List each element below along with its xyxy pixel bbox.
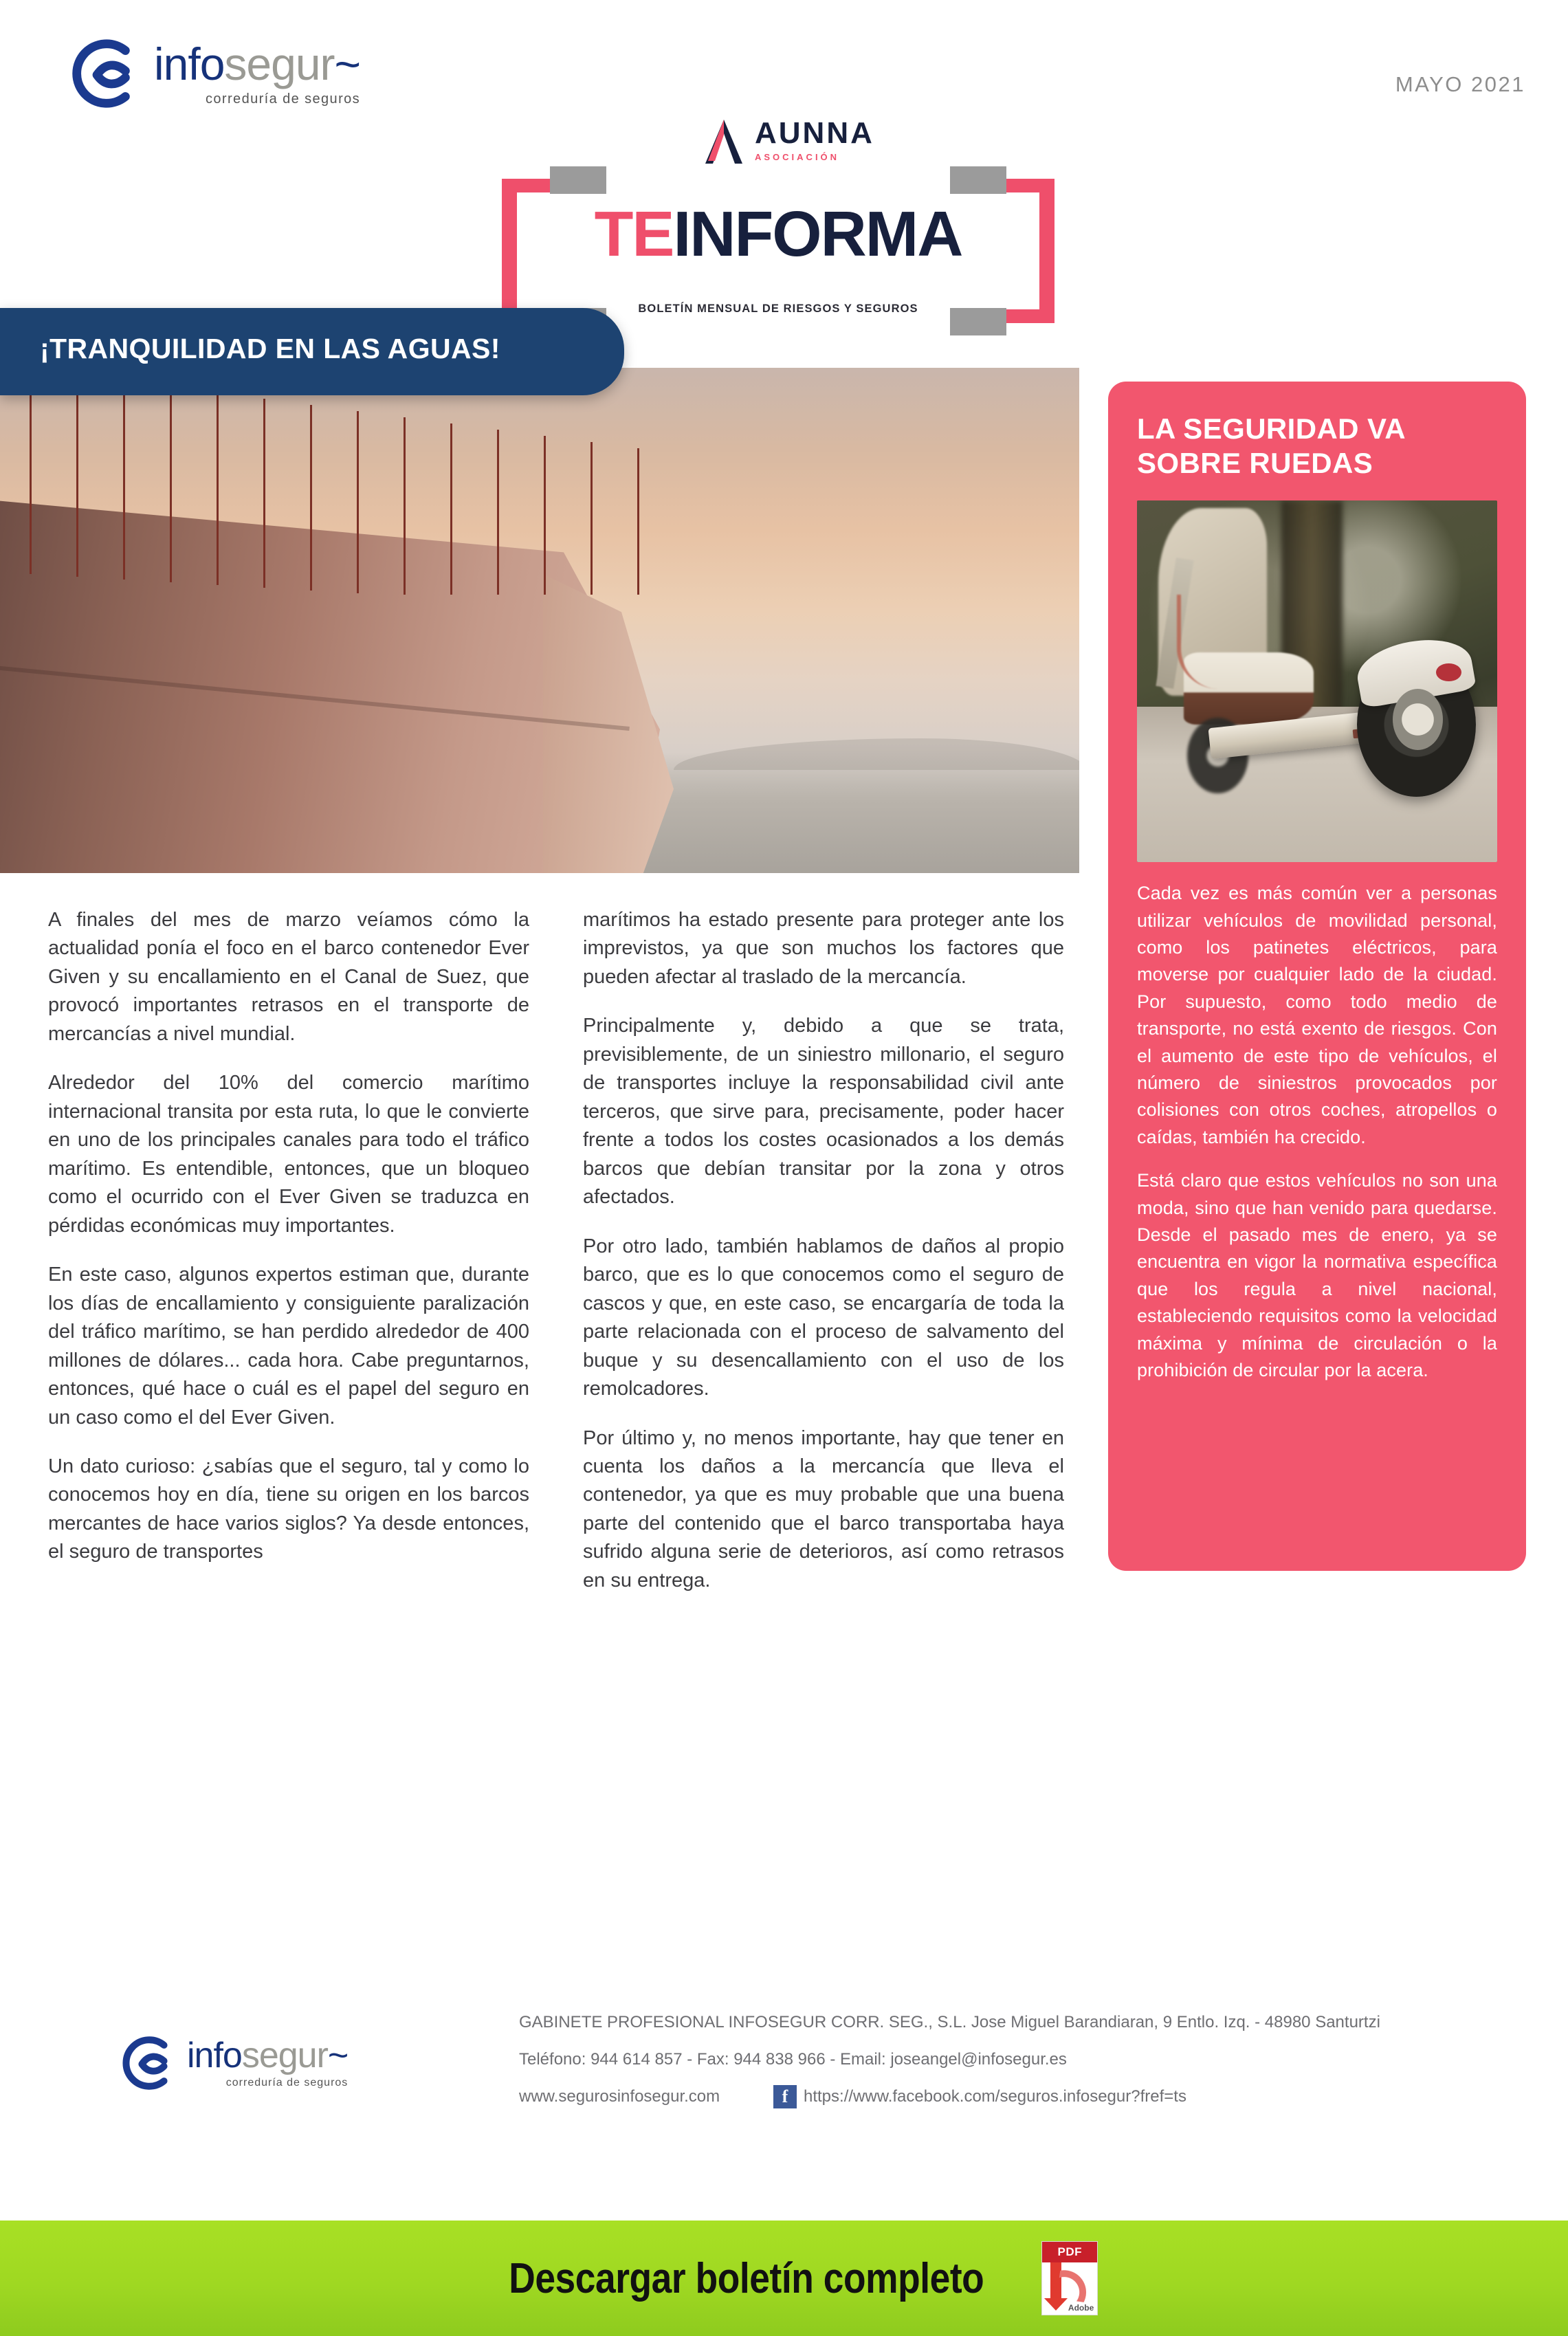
- article-paragraph: Por último y, no menos importante, hay que tener en cuenta los daños a la mercancía que lleva el contenedor, ya que es muy probable que una buena parte del contenido que el barco transportaba haya sufrido alguna serie de deterioros, así como retrasos en su entrega.: [583, 1426, 1064, 1591]
- masthead-title-main: INFORMA: [673, 198, 962, 269]
- footer-contact-block: [519, 2011, 1516, 2108]
- article-paragraph: A finales del mes de marzo veíamos cómo la actualidad ponía el foco en el barco contenedor Ever Given y su encallamiento en el Canal de Suez, que provocó importantes retrasos en el transporte de mercancías a nivel mundial.: [48, 909, 529, 1045]
- container-stack: [267, 405, 312, 591]
- brand-tilde: ~: [334, 38, 361, 89]
- container-stack: [594, 448, 639, 595]
- infosegur-logo-footer[interactable]: [113, 2031, 348, 2095]
- container-stack: [220, 399, 265, 588]
- container-stack: [360, 417, 406, 595]
- brand-segur-text: segur: [241, 2036, 328, 2075]
- infosegur-wordmark-footer: [187, 2038, 348, 2089]
- download-cta-banner[interactable]: [0, 2221, 1568, 2336]
- masthead: [489, 118, 1067, 324]
- infosegur-mark-icon: [60, 33, 142, 114]
- masthead-subtitle: BOLETÍN MENSUAL DE RIESGOS Y SEGUROS: [638, 302, 918, 315]
- sidebar-image-scooter: [1137, 500, 1497, 862]
- sidebar-paragraph: Está claro que estos vehículos no son una moda, sino que han venido para quedarse. Desde el pasado mes de enero, ya se encuentra en vigor la normativa específica que los regula a nivel nacional, estableciendo requisitos como la velocidad máxima y mínima de circulación o la prohibición de circular por la acera.: [1137, 1170, 1497, 1380]
- brand-tagline: correduría de seguros: [225, 2077, 349, 2089]
- article-paragraph: marítimos ha estado presente para proteger ante los imprevistos, ya que son muchos los factores que pueden afectar al traslado de la mercancía.: [583, 909, 1064, 988]
- scooter-wheel-hub: [1393, 689, 1443, 750]
- container-stack: [407, 423, 452, 595]
- sidebar-title: LA SEGURIDAD VA SOBRE RUEDAS: [1137, 412, 1405, 479]
- hero-headline-badge: ¡TRANQUILIDAD EN LAS AGUAS!: [0, 308, 624, 395]
- brand-info-text: info: [187, 2036, 242, 2075]
- article-column-1: [48, 906, 529, 1595]
- brand-tagline: correduría de seguros: [206, 91, 361, 107]
- aunna-triangle-icon: [703, 118, 745, 165]
- article-paragraph: Un dato curioso: ¿sabías que el seguro, tal y como lo conocemos hoy en día, tiene su origen en los barcos mercantes de hace varios siglos? Ya desde entonces, el seguro de transportes: [48, 1455, 529, 1563]
- sidebar-panel-security: [1108, 382, 1526, 1571]
- aunna-logo: [703, 118, 874, 165]
- footer-facebook-link[interactable]: https://www.facebook.com/seguros.infosegur?fref=ts: [804, 2087, 1186, 2106]
- page-header: [0, 0, 1568, 357]
- footer-website-link[interactable]: www.segurosinfosegur.com: [519, 2087, 720, 2106]
- pdf-badge-label: PDF: [1042, 2242, 1097, 2262]
- article-columns: [48, 906, 1065, 1595]
- article-paragraph: En este caso, algunos expertos estiman que, durante los días de encallamiento y consiguiente paralización del tráfico marítimo, se han perdido alrededor de 400 millones de dólares... cada hora. Cabe preguntarnos, entonces, qué hace o cuál es el papel del seguro en un caso como el del Ever Given.: [48, 1264, 529, 1429]
- infosegur-logo-header[interactable]: [60, 33, 360, 114]
- gray-block-top-left: [550, 166, 606, 194]
- infosegur-mark-icon: [113, 2031, 177, 2095]
- masthead-title: [489, 198, 1067, 269]
- facebook-icon[interactable]: f: [773, 2085, 797, 2108]
- footer-address: GABINETE PROFESIONAL INFOSEGUR CORR. SEG., S.L. Jose Miguel Barandiaran, 9 Entlo. Izq. - 48980 Santurtzi: [519, 2013, 1380, 2031]
- article-paragraph: Principalmente y, debido a que se trata, previsiblemente, de un siniestro millonario, el seguro de transportes incluye la responsabilidad civil ante terceros, que sirve para, precisamente, poder hacer frente a todos los costes ocasionados a los demás barcos que debían transitar por la zona y otros afectados.: [583, 1015, 1064, 1209]
- bracket-arm-top-right: [1000, 179, 1054, 192]
- shipping-containers: [0, 368, 660, 595]
- aunna-subtitle: ASOCIACIÓN: [755, 152, 840, 162]
- brand-segur-text: segur: [224, 38, 335, 89]
- bracket-arm-top-left: [502, 179, 557, 192]
- article-paragraph: Alrededor del 10% del comercio marítimo internacional transita por esta ruta, lo que le convierte en uno de los principales canales para todo el tráfico marítimo. Es entendible, entonces, que un bloqueo como el ocurrido con el Ever Given se traduzca en pérdidas económicas muy importantes.: [48, 1072, 529, 1237]
- container-stack: [454, 430, 499, 595]
- hero-image-ship: [0, 368, 1079, 873]
- pdf-swoosh-graphic: [1057, 2263, 1096, 2303]
- container-stack: [547, 442, 593, 595]
- container-stack: [0, 368, 32, 574]
- footer-contact: Teléfono: 944 614 857 - Fax: 944 838 966 - Email: joseangel@infosegur.es: [519, 2050, 1067, 2069]
- pdf-brand-label: Adobe: [1068, 2303, 1094, 2313]
- infosegur-wordmark: [154, 38, 361, 107]
- issue-date: MAYO 2021: [1395, 72, 1525, 96]
- aunna-name: AUNNA: [755, 116, 874, 150]
- masthead-title-accent: TE: [594, 198, 674, 269]
- sidebar-body-text: [1137, 880, 1497, 1384]
- gray-block-top-right: [950, 166, 1006, 194]
- footer-links-row: [519, 2085, 1516, 2108]
- container-stack: [173, 393, 219, 585]
- container-stack: [80, 380, 125, 580]
- brand-tilde: ~: [327, 2036, 349, 2075]
- sidebar-paragraph: Cada vez es más común ver a personas utilizar vehículos de movilidad personal, como los patinetes eléctricos, para moverse por cualquier lado de la ciudad. Por supuesto, como todo medio de transporte, no está exento de riesgos. Con el aumento de este tipo de vehículos, el número de siniestros provocados por colisiones con otros coches, atropellos o caídas, también ha crecido.: [1137, 883, 1497, 1147]
- article-column-2: [583, 906, 1064, 1595]
- brand-info-text: info: [154, 38, 225, 89]
- container-stack: [126, 386, 172, 582]
- download-cta-label: Descargar boletín completo: [508, 2254, 984, 2302]
- container-stack: [500, 436, 546, 595]
- container-stack: [33, 374, 78, 577]
- pdf-icon: [1041, 2241, 1098, 2315]
- container-stack: [313, 411, 359, 593]
- aunna-text-block: [755, 118, 874, 162]
- article-paragraph: Por otro lado, también hablamos de daños al propio barco, que es lo que conocemos como el seguro de cascos y que, en este caso, se encargaría de toda la parte relacionada con el proceso de salvamento del buque y su desencallamiento con el uso de los remolcadores.: [583, 1235, 1064, 1400]
- scooter-taillight: [1436, 663, 1461, 681]
